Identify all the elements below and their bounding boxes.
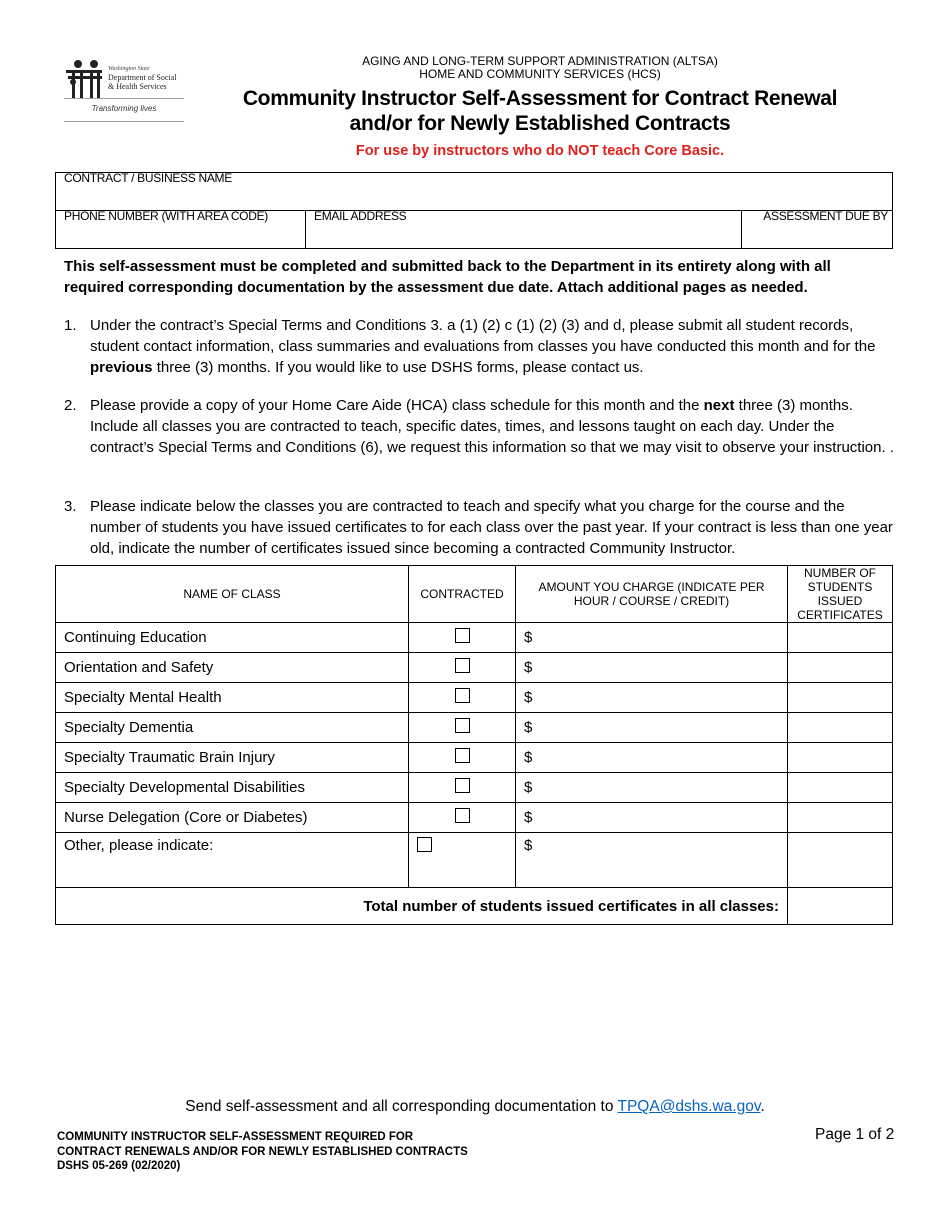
certificates-input[interactable]: [788, 833, 893, 888]
amount-input[interactable]: [516, 713, 788, 743]
field-label: EMAIL ADDRESS: [314, 209, 407, 223]
contracted-cell: [409, 743, 516, 773]
table-row: [56, 743, 893, 773]
svg-text:Washington State: Washington State: [108, 66, 150, 72]
division-line: HOME AND COMMUNITY SERVICES (HCS): [419, 67, 661, 81]
contracted-checkbox[interactable]: [455, 808, 470, 823]
contracted-cell: [409, 653, 516, 683]
currency-symbol: $: [524, 629, 533, 646]
agency-line: AGING AND LONG-TERM SUPPORT ADMINISTRATION (ALTSA): [362, 54, 718, 68]
form-number: DSHS 05-269 (02/2020): [57, 1160, 181, 1172]
punctuation: .: [760, 1098, 765, 1115]
svg-text:& Health Services: & Health Services: [108, 82, 167, 91]
agency-name: [210, 55, 870, 81]
currency-symbol: $: [524, 719, 533, 736]
amount-input[interactable]: [516, 653, 788, 683]
column-header: AMOUNT YOU CHARGE (INDICATE PER HOUR / COURSE / CREDIT): [516, 566, 788, 623]
class-name: Other, please indicate:: [56, 833, 409, 888]
table-row: [56, 683, 893, 713]
contracted-checkbox[interactable]: [455, 628, 470, 643]
field-label: PHONE NUMBER (WITH AREA CODE): [64, 209, 268, 223]
table-row: [56, 833, 893, 888]
item-text: Under the contract’s Special Terms and Conditions 3. a (1) (2) c (1) (2) (3) and d, please submit all student records, student contact information, class summaries and evaluations from classes you have conducted this month and for the: [90, 317, 876, 355]
item-number: 1.: [64, 317, 77, 334]
business-name-field[interactable]: [56, 173, 893, 211]
class-name: Specialty Dementia: [56, 713, 409, 743]
total-input[interactable]: [788, 888, 893, 925]
instructions-intro: This self-assessment must be completed and submitted back to the Department in its entirety along with all required corresponding documentation by the assessment due date. Attach additional pages as needed.: [64, 258, 831, 296]
form-footer: [57, 1130, 468, 1174]
column-header: NAME OF CLASS: [56, 566, 409, 623]
amount-input[interactable]: [516, 803, 788, 833]
contract-info-form: [55, 172, 893, 249]
item-number: 2.: [64, 397, 77, 414]
item-text: Please indicate below the classes you are contracted to teach and specify what you charge for the course and the number of students you have issued certificates to for each class over the past year. If your contract is less than one year old, indicate the number of certificates issued since becoming a contracted Community Instructor.: [90, 498, 893, 557]
instruction-item: [64, 496, 894, 559]
title-line: Community Instructor Self-Assessment for Contract Renewal: [242, 87, 838, 110]
amount-input[interactable]: [516, 833, 788, 888]
column-header: NUMBER OF STUDENTS ISSUED CERTIFICATES: [788, 566, 893, 623]
page-title: [210, 86, 870, 136]
certificates-input[interactable]: [788, 803, 893, 833]
item-text: three (3) months. If you would like to use DSHS forms, please contact us.: [152, 359, 644, 376]
certificates-input[interactable]: [788, 623, 893, 653]
contracted-checkbox[interactable]: [455, 748, 470, 763]
class-name: Nurse Delegation (Core or Diabetes): [56, 803, 409, 833]
table-row: [56, 713, 893, 743]
contracted-checkbox[interactable]: [455, 658, 470, 673]
contracted-cell: [409, 713, 516, 743]
phone-field[interactable]: [56, 211, 306, 249]
amount-input[interactable]: [516, 623, 788, 653]
footer-line: CONTRACT RENEWALS AND/OR FOR NEWLY ESTABLISHED CONTRACTS: [57, 1145, 468, 1158]
certificates-input[interactable]: [788, 653, 893, 683]
certificates-input[interactable]: [788, 683, 893, 713]
class-name: Orientation and Safety: [56, 653, 409, 683]
contracted-checkbox[interactable]: [455, 718, 470, 733]
page-number: Page 1 of 2: [815, 1126, 895, 1143]
table-row: [56, 653, 893, 683]
contracted-cell: [409, 683, 516, 713]
email-field[interactable]: [306, 211, 742, 249]
due-date-field[interactable]: [742, 211, 893, 249]
amount-input[interactable]: [516, 773, 788, 803]
total-label: Total number of students issued certificates in all classes:: [56, 888, 788, 925]
table-header-row: [56, 566, 893, 623]
currency-symbol: $: [524, 659, 533, 676]
total-row: [56, 888, 893, 925]
table-row: [56, 773, 893, 803]
submission-note: [0, 1098, 950, 1116]
instruction-item: [64, 395, 894, 458]
contracted-checkbox[interactable]: [455, 688, 470, 703]
item-emphasis: previous: [90, 359, 153, 376]
currency-symbol: $: [524, 809, 533, 826]
currency-symbol: $: [524, 749, 533, 766]
currency-symbol: $: [524, 689, 533, 706]
field-label: CONTRACT / BUSINESS NAME: [64, 171, 232, 185]
amount-input[interactable]: [516, 683, 788, 713]
class-name: Specialty Traumatic Brain Injury: [56, 743, 409, 773]
svg-text:Department of Social: Department of Social: [108, 73, 177, 82]
title-line: and/or for Newly Established Contracts: [349, 112, 731, 135]
send-text: Send self-assessment and all corresponding documentation to: [185, 1098, 618, 1115]
currency-symbol: $: [524, 779, 533, 796]
certificates-input[interactable]: [788, 713, 893, 743]
email-link[interactable]: TPQA@dshs.wa.gov: [617, 1098, 761, 1115]
instruction-item: [64, 315, 894, 378]
certificates-input[interactable]: [788, 743, 893, 773]
field-label: ASSESSMENT DUE BY: [763, 209, 888, 223]
contracted-cell: [409, 773, 516, 803]
svg-text:Transforming lives: Transforming lives: [91, 104, 157, 113]
column-header: CONTRACTED: [409, 566, 516, 623]
certificates-input[interactable]: [788, 773, 893, 803]
item-text: Please provide a copy of your Home Care Aide (HCA) class schedule for this month and the: [90, 397, 704, 414]
contracted-checkbox[interactable]: [417, 837, 432, 852]
class-name: Continuing Education: [56, 623, 409, 653]
contracted-cell: [409, 803, 516, 833]
currency-symbol: $: [524, 837, 533, 854]
amount-input[interactable]: [516, 743, 788, 773]
table-row: [56, 623, 893, 653]
table-row: [56, 803, 893, 833]
item-text: three (3) months. Include all classes you are contracted to teach, specific dates, times, and lessons taught on each day. Under the contract’s Special Terms and Conditions (6), we request this information so that we may visit to observe your instruction. .: [90, 397, 894, 456]
usage-notice: For use by instructors who do NOT teach Core Basic.: [355, 143, 725, 159]
contracted-cell: [409, 833, 516, 888]
item-number: 3.: [64, 498, 77, 515]
item-emphasis: next: [703, 397, 735, 414]
dshs-logo: [64, 58, 184, 126]
contracted-checkbox[interactable]: [455, 778, 470, 793]
class-name: Specialty Developmental Disabilities: [56, 773, 409, 803]
footer-line: COMMUNITY INSTRUCTOR SELF-ASSESSMENT REQUIRED FOR: [57, 1131, 414, 1143]
classes-table: [55, 565, 893, 925]
contracted-cell: [409, 623, 516, 653]
class-name: Specialty Mental Health: [56, 683, 409, 713]
